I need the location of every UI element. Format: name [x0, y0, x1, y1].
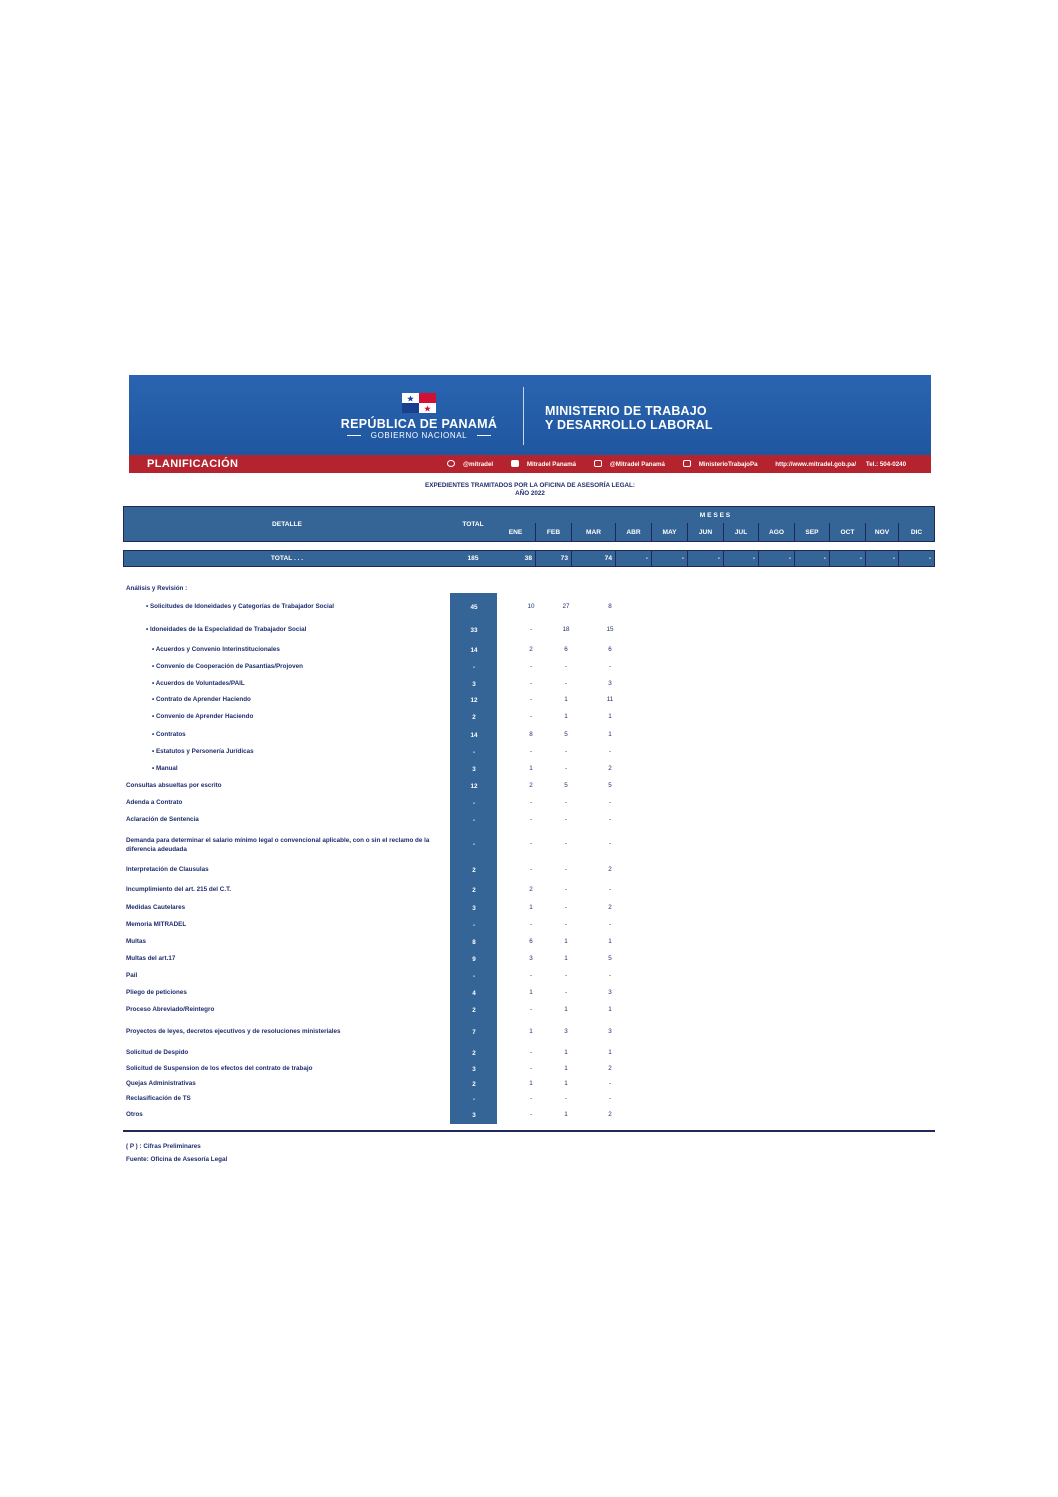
- row-ene: 2: [529, 646, 533, 653]
- total-column-band: [450, 593, 497, 1124]
- row-label: Otros: [126, 1111, 143, 1118]
- month-sep: SEP: [794, 523, 830, 542]
- row-total: -: [472, 664, 476, 671]
- row-ene: 3: [529, 955, 533, 962]
- facebook-icon: [511, 460, 519, 467]
- row-feb: -: [564, 904, 568, 911]
- twitter-handle: @mitradel: [463, 461, 494, 468]
- row-total: 2: [472, 867, 476, 874]
- row-feb: 3: [564, 1028, 568, 1035]
- row-label: • Convenio de Aprender Haciendo: [152, 713, 254, 720]
- ministerio-title: [545, 404, 713, 432]
- row-total: 9: [472, 956, 476, 963]
- report-title: EXPEDIENTES TRAMITADOS POR LA OFICINA DE ASESORÍA LEGAL:: [425, 482, 635, 489]
- row-ene: 1: [529, 989, 533, 996]
- total-row-label: TOTAL . . .: [123, 550, 451, 567]
- row-total: -: [472, 800, 476, 807]
- phone-number: Tel.: 504-0240: [865, 461, 907, 468]
- row-label: Multas: [126, 938, 146, 945]
- row-ene: -: [529, 921, 533, 928]
- row-label: Quejas Administrativas: [126, 1080, 196, 1087]
- row-label: • Solicitudes de Idoneidades y Categorías de Trabajador Social: [146, 603, 335, 610]
- footnote-source: Fuente: Oficina de Asesoría Legal: [126, 1156, 228, 1163]
- row-ene: -: [529, 799, 533, 806]
- banner-divider: [523, 387, 524, 445]
- month-jun: JUN: [687, 523, 724, 542]
- month-mar: MAR: [571, 523, 616, 542]
- row-ene: -: [529, 1065, 533, 1072]
- row-feb: -: [564, 866, 568, 873]
- row-ene: 1: [529, 1080, 533, 1087]
- row-mar: 8: [608, 603, 612, 610]
- twitter-link[interactable]: [447, 461, 501, 468]
- total-abr: -: [615, 550, 652, 567]
- row-label: • Idoneidades de la Especialidad de Trabajador Social: [146, 626, 307, 633]
- total-jul: -: [723, 550, 759, 567]
- month-may: MAY: [651, 523, 688, 542]
- row-ene: -: [529, 1095, 533, 1102]
- instagram-icon: [594, 460, 602, 467]
- row-mar: -: [608, 840, 612, 847]
- row-label: Aclaración de Sentencia: [126, 816, 199, 823]
- row-total: 3: [472, 1112, 476, 1119]
- row-mar: -: [608, 972, 612, 979]
- row-ene: -: [529, 680, 533, 687]
- row-ene: 2: [529, 886, 533, 893]
- row-label: Incumplimiento del art. 215 del C.T.: [126, 886, 231, 893]
- row-mar: 6: [608, 646, 612, 653]
- row-total: -: [472, 749, 476, 756]
- row-label: Solicitud de Despido: [126, 1049, 189, 1056]
- row-mar: -: [608, 748, 612, 755]
- row-ene: 1: [529, 765, 533, 772]
- facebook-link[interactable]: [511, 461, 584, 468]
- social-links: [447, 460, 914, 468]
- row-feb: 27: [562, 603, 570, 610]
- row-feb: 5: [564, 782, 568, 789]
- row-ene: -: [529, 1006, 533, 1013]
- row-mar: 2: [608, 904, 612, 911]
- row-label: • Contratos: [152, 731, 186, 738]
- month-jul: JUL: [723, 523, 759, 542]
- total-nov: -: [865, 550, 899, 567]
- month-abr: ABR: [615, 523, 652, 542]
- row-mar: 1: [608, 938, 612, 945]
- row-label: Proyectos de leyes, decretos ejecutivos y de resoluciones ministeriales: [126, 1028, 341, 1035]
- row-feb: -: [564, 816, 568, 823]
- row-total: 33: [470, 627, 478, 634]
- row-feb: 1: [564, 1065, 568, 1072]
- youtube-link[interactable]: [683, 461, 766, 468]
- row-mar: 15: [606, 626, 614, 633]
- row-mar: 1: [608, 731, 612, 738]
- footnote-preliminary: ( P ) : Cifras Preliminares: [126, 1143, 201, 1150]
- republica-title: REPÚBLICA DE PANAMÁ: [340, 417, 498, 431]
- row-total: 4: [472, 990, 476, 997]
- month-feb: FEB: [535, 523, 572, 542]
- report-year: AÑO 2022: [515, 490, 545, 497]
- row-ene: 1: [529, 1028, 533, 1035]
- row-feb: -: [564, 748, 568, 755]
- row-mar: 2: [608, 1111, 612, 1118]
- row-feb: -: [564, 799, 568, 806]
- section-label: PLANIFICACIÓN: [147, 458, 239, 470]
- row-feb: -: [564, 680, 568, 687]
- row-total: -: [472, 1096, 476, 1103]
- row-label: Reclasificación de TS: [126, 1095, 191, 1102]
- total-feb: 73: [535, 550, 572, 567]
- row-feb: -: [564, 1095, 568, 1102]
- row-mar: 1: [608, 1006, 612, 1013]
- panama-flag-icon: [402, 393, 436, 413]
- row-mar: -: [608, 663, 612, 670]
- row-ene: -: [529, 972, 533, 979]
- total-sep: -: [794, 550, 830, 567]
- row-total: 14: [470, 647, 478, 654]
- row-feb: -: [564, 886, 568, 893]
- row-mar: -: [608, 816, 612, 823]
- row-label: Pliego de peticiones: [126, 989, 187, 996]
- row-mar: 5: [608, 955, 612, 962]
- row-ene: -: [529, 626, 533, 633]
- row-feb: -: [564, 663, 568, 670]
- gobierno-subtitle: GOBIERNO NACIONAL: [370, 431, 468, 440]
- row-feb: 1: [564, 1049, 568, 1056]
- total-may: -: [651, 550, 688, 567]
- row-ene: -: [529, 816, 533, 823]
- instagram-handle: @Mitradel Panamá: [609, 461, 665, 468]
- total-header: TOTAL: [450, 506, 497, 542]
- row-mar: 2: [608, 1065, 612, 1072]
- row-label: Memoria MITRADEL: [126, 921, 187, 928]
- row-feb: 1: [564, 696, 568, 703]
- row-total: -: [472, 922, 476, 929]
- row-label: Consultas absueltas por escrito: [126, 782, 222, 789]
- row-total: 3: [472, 681, 476, 688]
- row-ene: -: [529, 748, 533, 755]
- row-ene: 6: [529, 938, 533, 945]
- row-mar: -: [608, 921, 612, 928]
- month-oct: OCT: [829, 523, 866, 542]
- month-ene: ENE: [496, 523, 536, 542]
- row-total: 3: [472, 905, 476, 912]
- row-ene: -: [529, 663, 533, 670]
- row-feb: 18: [562, 626, 570, 633]
- row-mar: 3: [608, 989, 612, 996]
- row-feb: 1: [564, 1006, 568, 1013]
- instagram-link[interactable]: [594, 461, 673, 468]
- total-ago: -: [758, 550, 795, 567]
- row-total: 45: [470, 604, 478, 611]
- row-feb: 1: [564, 1080, 568, 1087]
- row-total: 14: [470, 732, 478, 739]
- row-mar: 11: [606, 696, 614, 703]
- row-mar: 1: [608, 1049, 612, 1056]
- youtube-icon: [683, 460, 691, 467]
- row-feb: 1: [564, 938, 568, 945]
- row-label: Demanda para determinar el salario mínimo legal o convencional aplicable, con o sin el reclamo de la diferencia adeudada: [126, 837, 430, 853]
- divider: [477, 435, 491, 436]
- website-link[interactable]: http://www.mitradel.gob.pa/: [775, 461, 857, 468]
- facebook-handle: Mitradel Panamá: [526, 461, 577, 468]
- row-total: 3: [472, 1066, 476, 1073]
- row-label: • Acuerdos de Voluntades/PAIL: [152, 680, 245, 687]
- row-ene: -: [529, 713, 533, 720]
- row-ene: -: [529, 866, 533, 873]
- twitter-icon: [447, 460, 455, 467]
- row-feb: -: [564, 989, 568, 996]
- row-label: Adenda a Contrato: [126, 799, 183, 806]
- row-label: • Estatutos y Personería Jurídicas: [152, 748, 254, 755]
- detalle-header: DETALLE: [123, 506, 451, 542]
- row-feb: 5: [564, 731, 568, 738]
- row-ene: 2: [529, 782, 533, 789]
- month-ago: AGO: [758, 523, 795, 542]
- row-ene: -: [529, 1111, 533, 1118]
- row-feb: -: [564, 840, 568, 847]
- row-total: -: [472, 973, 476, 980]
- row-mar: 3: [608, 1028, 612, 1035]
- row-ene: 8: [529, 731, 533, 738]
- row-label: • Acuerdos y Convenio Interinstitucionales: [152, 646, 280, 653]
- row-total: 2: [472, 714, 476, 721]
- row-label: Pail: [126, 972, 138, 979]
- total-row-total: 185: [450, 550, 497, 567]
- total-dic: -: [898, 550, 935, 567]
- total-oct: -: [829, 550, 866, 567]
- row-ene: -: [529, 696, 533, 703]
- ministerio-line-1: MINISTERIO DE TRABAJO: [545, 404, 707, 418]
- total-ene: 38: [496, 550, 536, 567]
- row-feb: -: [564, 972, 568, 979]
- total-mar: 74: [571, 550, 616, 567]
- row-label: Interpretación de Clausulas: [126, 866, 209, 873]
- row-mar: 1: [608, 713, 612, 720]
- row-label: Multas del art.17: [126, 955, 176, 962]
- row-label: Proceso Abreviado/Reintegro: [126, 1006, 215, 1013]
- ministerio-line-2: Y DESARROLLO LABORAL: [545, 418, 713, 432]
- row-total: 2: [472, 887, 476, 894]
- row-ene: -: [529, 840, 533, 847]
- month-dic: DIC: [898, 523, 935, 542]
- header-banner: [129, 375, 931, 473]
- row-label: • Convenio de Cooperación de Pasantías/Projoven: [152, 663, 303, 670]
- row-ene: 10: [527, 603, 535, 610]
- row-feb: -: [564, 765, 568, 772]
- month-nov: NOV: [865, 523, 899, 542]
- section-analisis: Análisis y Revisión :: [126, 585, 188, 592]
- row-feb: -: [564, 921, 568, 928]
- banner-blue-band: [129, 375, 931, 455]
- row-ene: -: [529, 1049, 533, 1056]
- table-bottom-rule: [123, 1130, 935, 1132]
- row-total: 2: [472, 1081, 476, 1088]
- row-total: 3: [472, 766, 476, 773]
- row-label: Medidas Cautelares: [126, 904, 186, 911]
- row-feb: 1: [564, 713, 568, 720]
- row-mar: 2: [608, 765, 612, 772]
- row-total: 7: [472, 1029, 476, 1036]
- meses-header: M E S E S: [496, 506, 935, 524]
- row-label: • Manual: [152, 765, 178, 772]
- row-total: 12: [470, 783, 478, 790]
- row-label: Solicitud de Suspension de los efectos del contrato de trabajo: [126, 1065, 313, 1072]
- row-total: 8: [472, 939, 476, 946]
- total-jun: -: [687, 550, 724, 567]
- row-total: 2: [472, 1050, 476, 1057]
- row-feb: 1: [564, 955, 568, 962]
- row-total: -: [472, 841, 476, 848]
- row-feb: 6: [564, 646, 568, 653]
- row-total: 12: [470, 697, 478, 704]
- row-mar: -: [608, 886, 612, 893]
- row-mar: -: [608, 1095, 612, 1102]
- youtube-handle: MinisterioTrabajoPa: [698, 461, 758, 468]
- row-mar: 5: [608, 782, 612, 789]
- row-mar: 3: [608, 680, 612, 687]
- row-total: 2: [472, 1007, 476, 1014]
- row-label: • Contrato de Aprender Haciendo: [152, 696, 251, 703]
- row-feb: 1: [564, 1111, 568, 1118]
- row-mar: 2: [608, 866, 612, 873]
- row-mar: -: [608, 799, 612, 806]
- row-ene: 1: [529, 904, 533, 911]
- row-mar: -: [608, 1080, 612, 1087]
- row-total: -: [472, 817, 476, 824]
